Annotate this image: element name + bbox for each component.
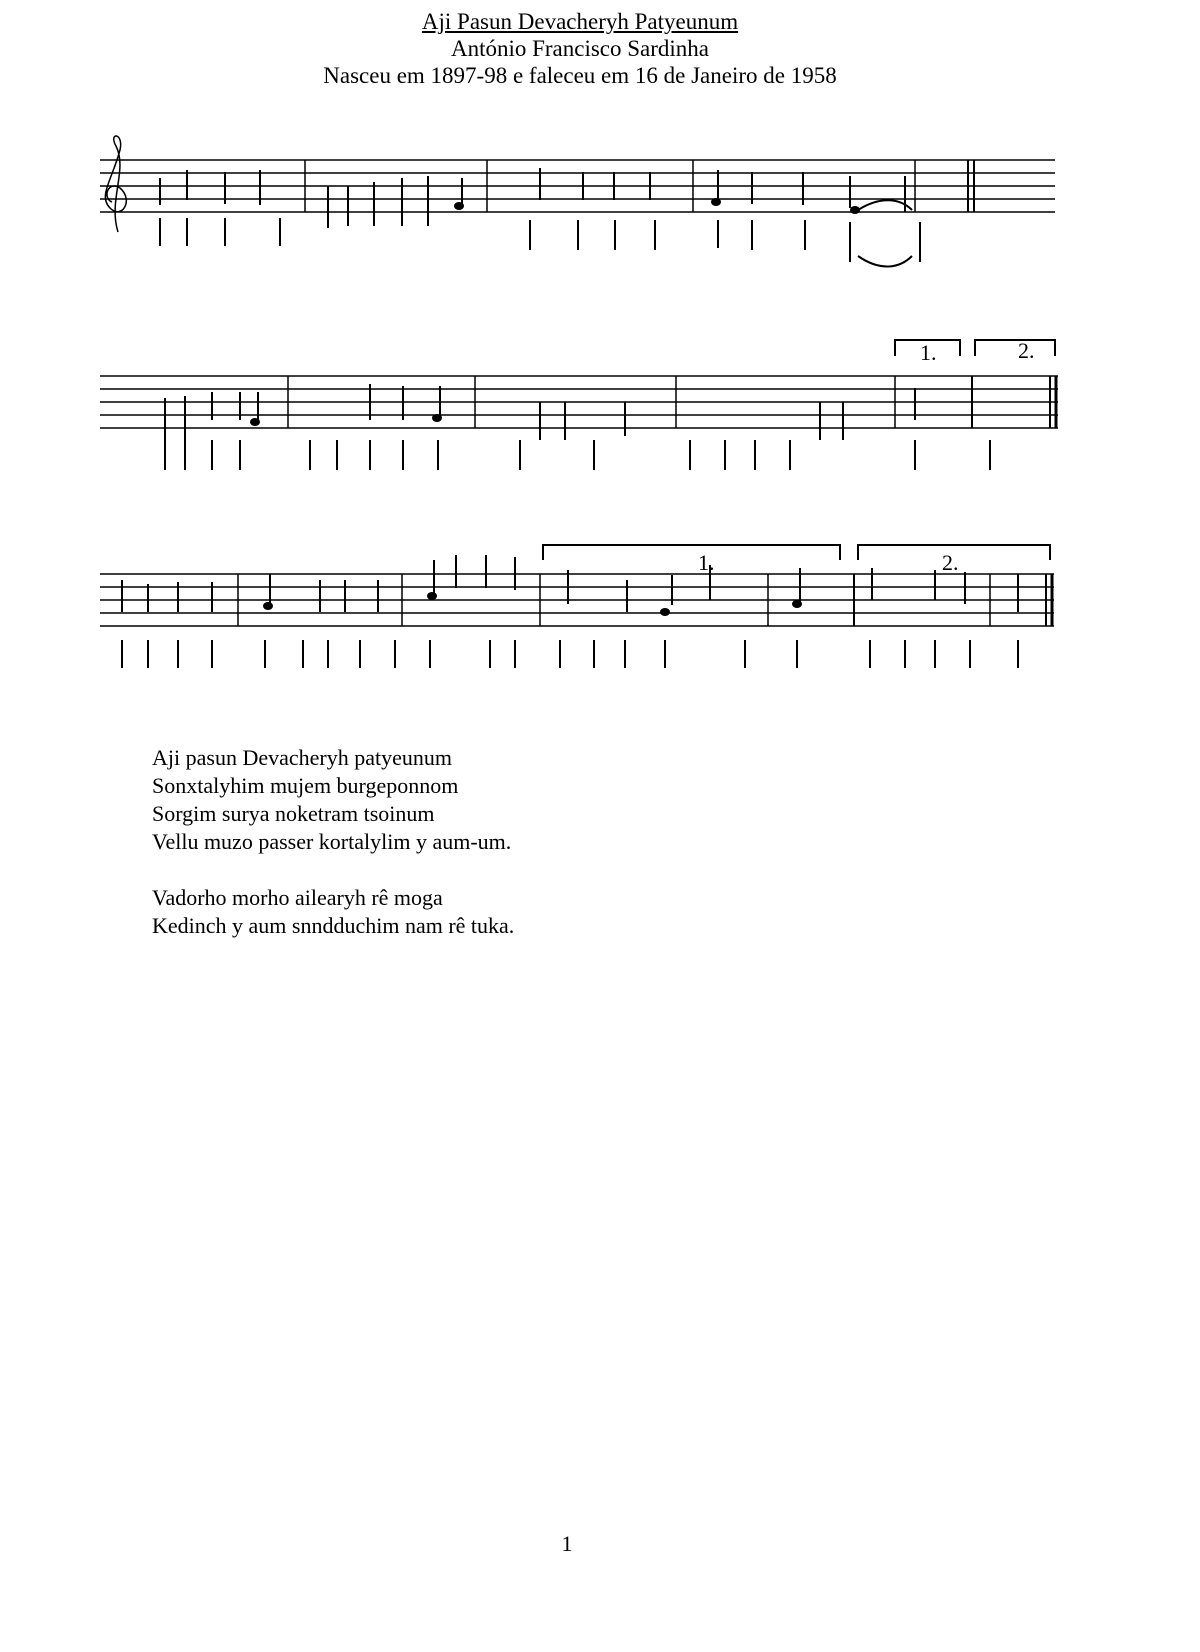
lyric-line: Aji pasun Devacheryh patyeunum	[152, 745, 452, 770]
composer-dates: Nasceu em 1897-98 e faleceu em 16 de Janeiro de 1958	[323, 63, 837, 88]
page-number: 1	[561, 1531, 573, 1556]
staff-system-1	[100, 136, 1055, 267]
lyrics-stanza-2	[152, 884, 514, 940]
lyric-line: Sorgim surya noketram tsoinum	[152, 801, 435, 826]
notes-system-1	[160, 168, 920, 267]
staff-system-3	[100, 545, 1054, 668]
lyrics	[152, 744, 514, 968]
notes-system-3	[122, 555, 1018, 668]
volta-label-4: 2.	[942, 550, 959, 575]
music-score	[0, 0, 1200, 700]
lyric-line: Kedinch y aum snndduchim nam rê tuka.	[152, 913, 515, 938]
lyric-line: Vellu muzo passer kortalylim y aum-um.	[152, 829, 512, 854]
volta-label-2: 2.	[1018, 338, 1035, 363]
volta-label-3: 1.	[698, 550, 715, 575]
song-title: Aji Pasun Devacheryh Patyeunum	[421, 9, 739, 34]
lyric-line: Sonxtalyhim mujem burgeponnom	[152, 773, 459, 798]
staff-system-2	[100, 340, 1058, 470]
lyrics-stanza-1	[152, 744, 514, 856]
lyric-line: Vadorho morho ailearyh rê moga	[152, 885, 443, 910]
volta-label-1: 1.	[920, 340, 937, 365]
composer-name: António Francisco Sardinha	[450, 36, 710, 61]
